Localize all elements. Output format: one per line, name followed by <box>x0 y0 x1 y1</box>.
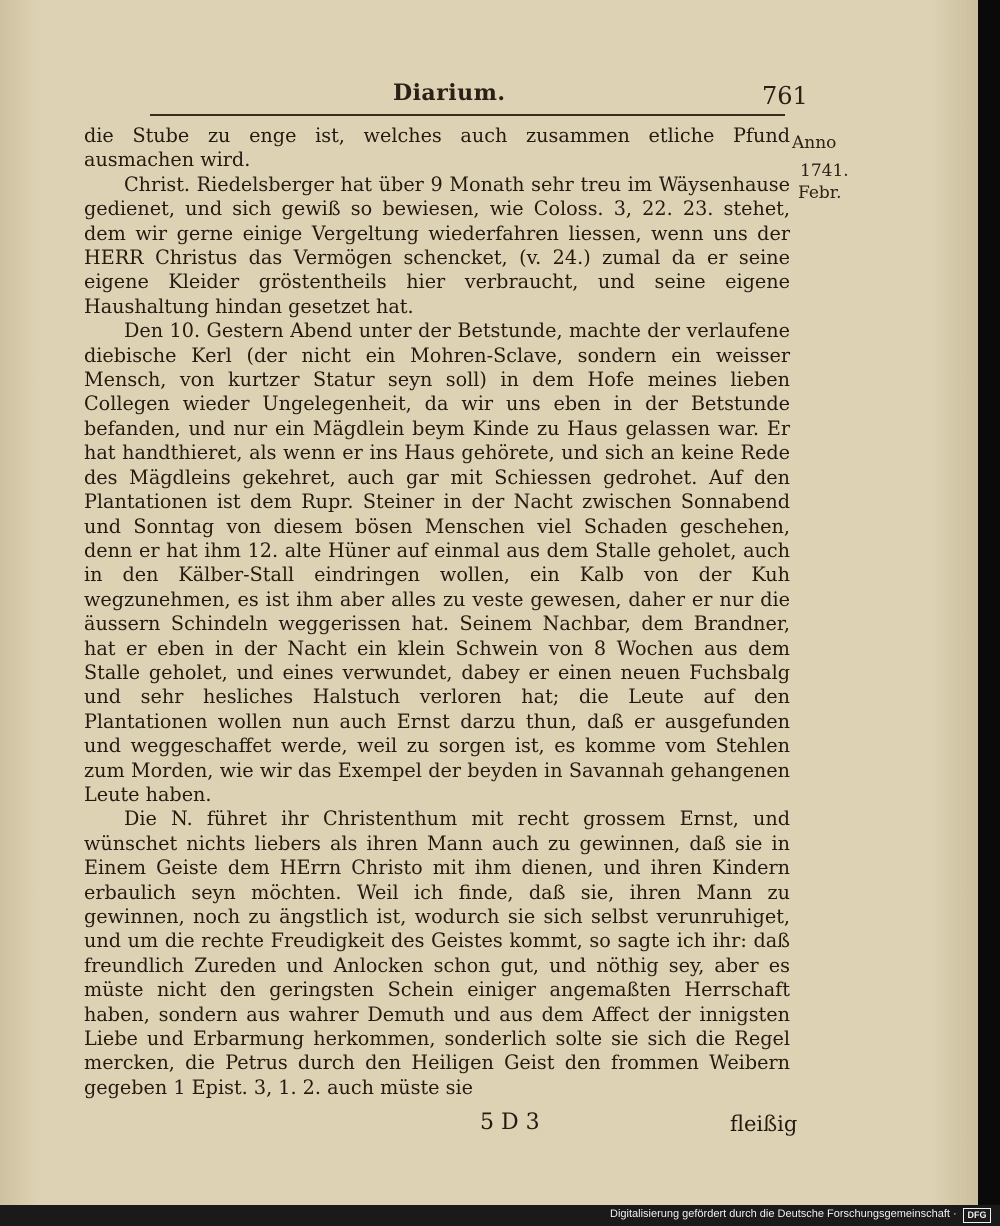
margin-month: Febr. <box>798 183 842 203</box>
footer-credit: Digitalisierung gefördert durch die Deutsche Forschungsgemeinschaft · <box>610 1208 957 1220</box>
paragraph: Christ. Riedelsberger hat über 9 Monath sehr treu im Wäysenhause gedienet, und sich gewiß so bewiesen, wie Coloss. 3, 22. 23. stehet, dem wir gerne einige Vergeltung wiederfahren liessen, wenn uns der HERR Christus das Vermögen schencket, (v. 24.) zumal da er seine eigene Kleider gröstentheils hier verbraucht, und seine eigene Haushaltung hindan gesetzet hat. <box>84 172 790 318</box>
paragraph: die Stube zu enge ist, welches auch zusammen etliche Pfund ausmachen wird. <box>84 124 790 172</box>
signature-mark: 5 D 3 <box>480 1110 540 1135</box>
body-text <box>84 124 790 1100</box>
header-rule <box>150 114 785 116</box>
scan-border <box>978 0 1000 1205</box>
paragraph: Die N. führet ihr Christenthum mit recht grossem Ernst, und wünschet nichts liebers als ihren Mann auch zu gewinnen, daß sie in Einem Geiste dem HErrn Christo mit ihm dienen, und ihren Kindern erbaulich seyn möchten. Weil ich finde, daß sie, ihren Mann zu gewinnen, noch zu ängstlich ist, wodurch sie sich selbst verunruhiget, und um die rechte Freudigkeit des Geistes kommt, so sagte ich ihr: daß freundlich Zureden und Anlocken schon gut, und nöthig sey, aber es müste nicht den geringsten Schein einiger angemaßten Herrschaft haben, sondern aus wahrer Demuth und aus dem Affect der innigsten Liebe und Erbarmung herkommen, sonderlich solte sie sich die Regel mercken, die Petrus durch den Heiligen Geist den frommen Weibern gegeben 1 Epist. 3, 1. 2. auch müste sie <box>84 807 790 1099</box>
margin-year: 1741. <box>800 161 849 181</box>
margin-anno: Anno <box>792 133 837 153</box>
dfg-logo: DFG <box>963 1208 991 1223</box>
catchword: fleißig <box>730 1112 798 1136</box>
page-number: 761 <box>762 82 808 110</box>
running-title: Diarium. <box>393 80 506 106</box>
paragraph: Den 10. Gestern Abend unter der Betstunde, machte der verlaufene diebische Kerl (der nicht ein Mohren-Sclave, sondern ein weisser Mensch, von kurtzer Statur seyn soll) in dem Hofe meines lieben Collegen wieder Ungelegenheit, da wir uns eben in der Betstunde befanden, und nur ein Mägdlein beym Kinde zu Haus gelassen war. Er hat handthieret, als wenn er ins Haus gehörete, und sich an keine Rede des Mägdleins gekehret, auch gar mit Schiessen gedrohet. Auf den Plantationen ist dem Rupr. Steiner in der Nacht zwischen Sonnabend und Sonntag von diesem bösen Menschen viel Schaden geschehen, denn er hat ihm 12. alte Hüner auf einmal aus dem Stalle geholet, auch in den Kälber-Stall eindringen wollen, ein Kalb von der Kuh wegzunehmen, es ist ihm aber alles zu veste gewesen, daher er nur die äussern Schindeln weggerissen hat. Seinem Nachbar, dem Brandner, hat er eben in der Nacht ein klein Schwein von 8 Wochen aus dem Stalle geholet, und eines verwundet, dabey er einen neuen Fuchsbalg und sehr hesliches Halstuch verloren hat; die Leute auf den Plantationen wollen nun auch Ernst darzu thun, daß er ausgefunden und weggeschaffet werde, weil zu sorgen ist, es komme vom Stehlen zum Morden, wie wir das Exempel der beyden in Savannah gehangenen Leute haben. <box>84 319 790 806</box>
